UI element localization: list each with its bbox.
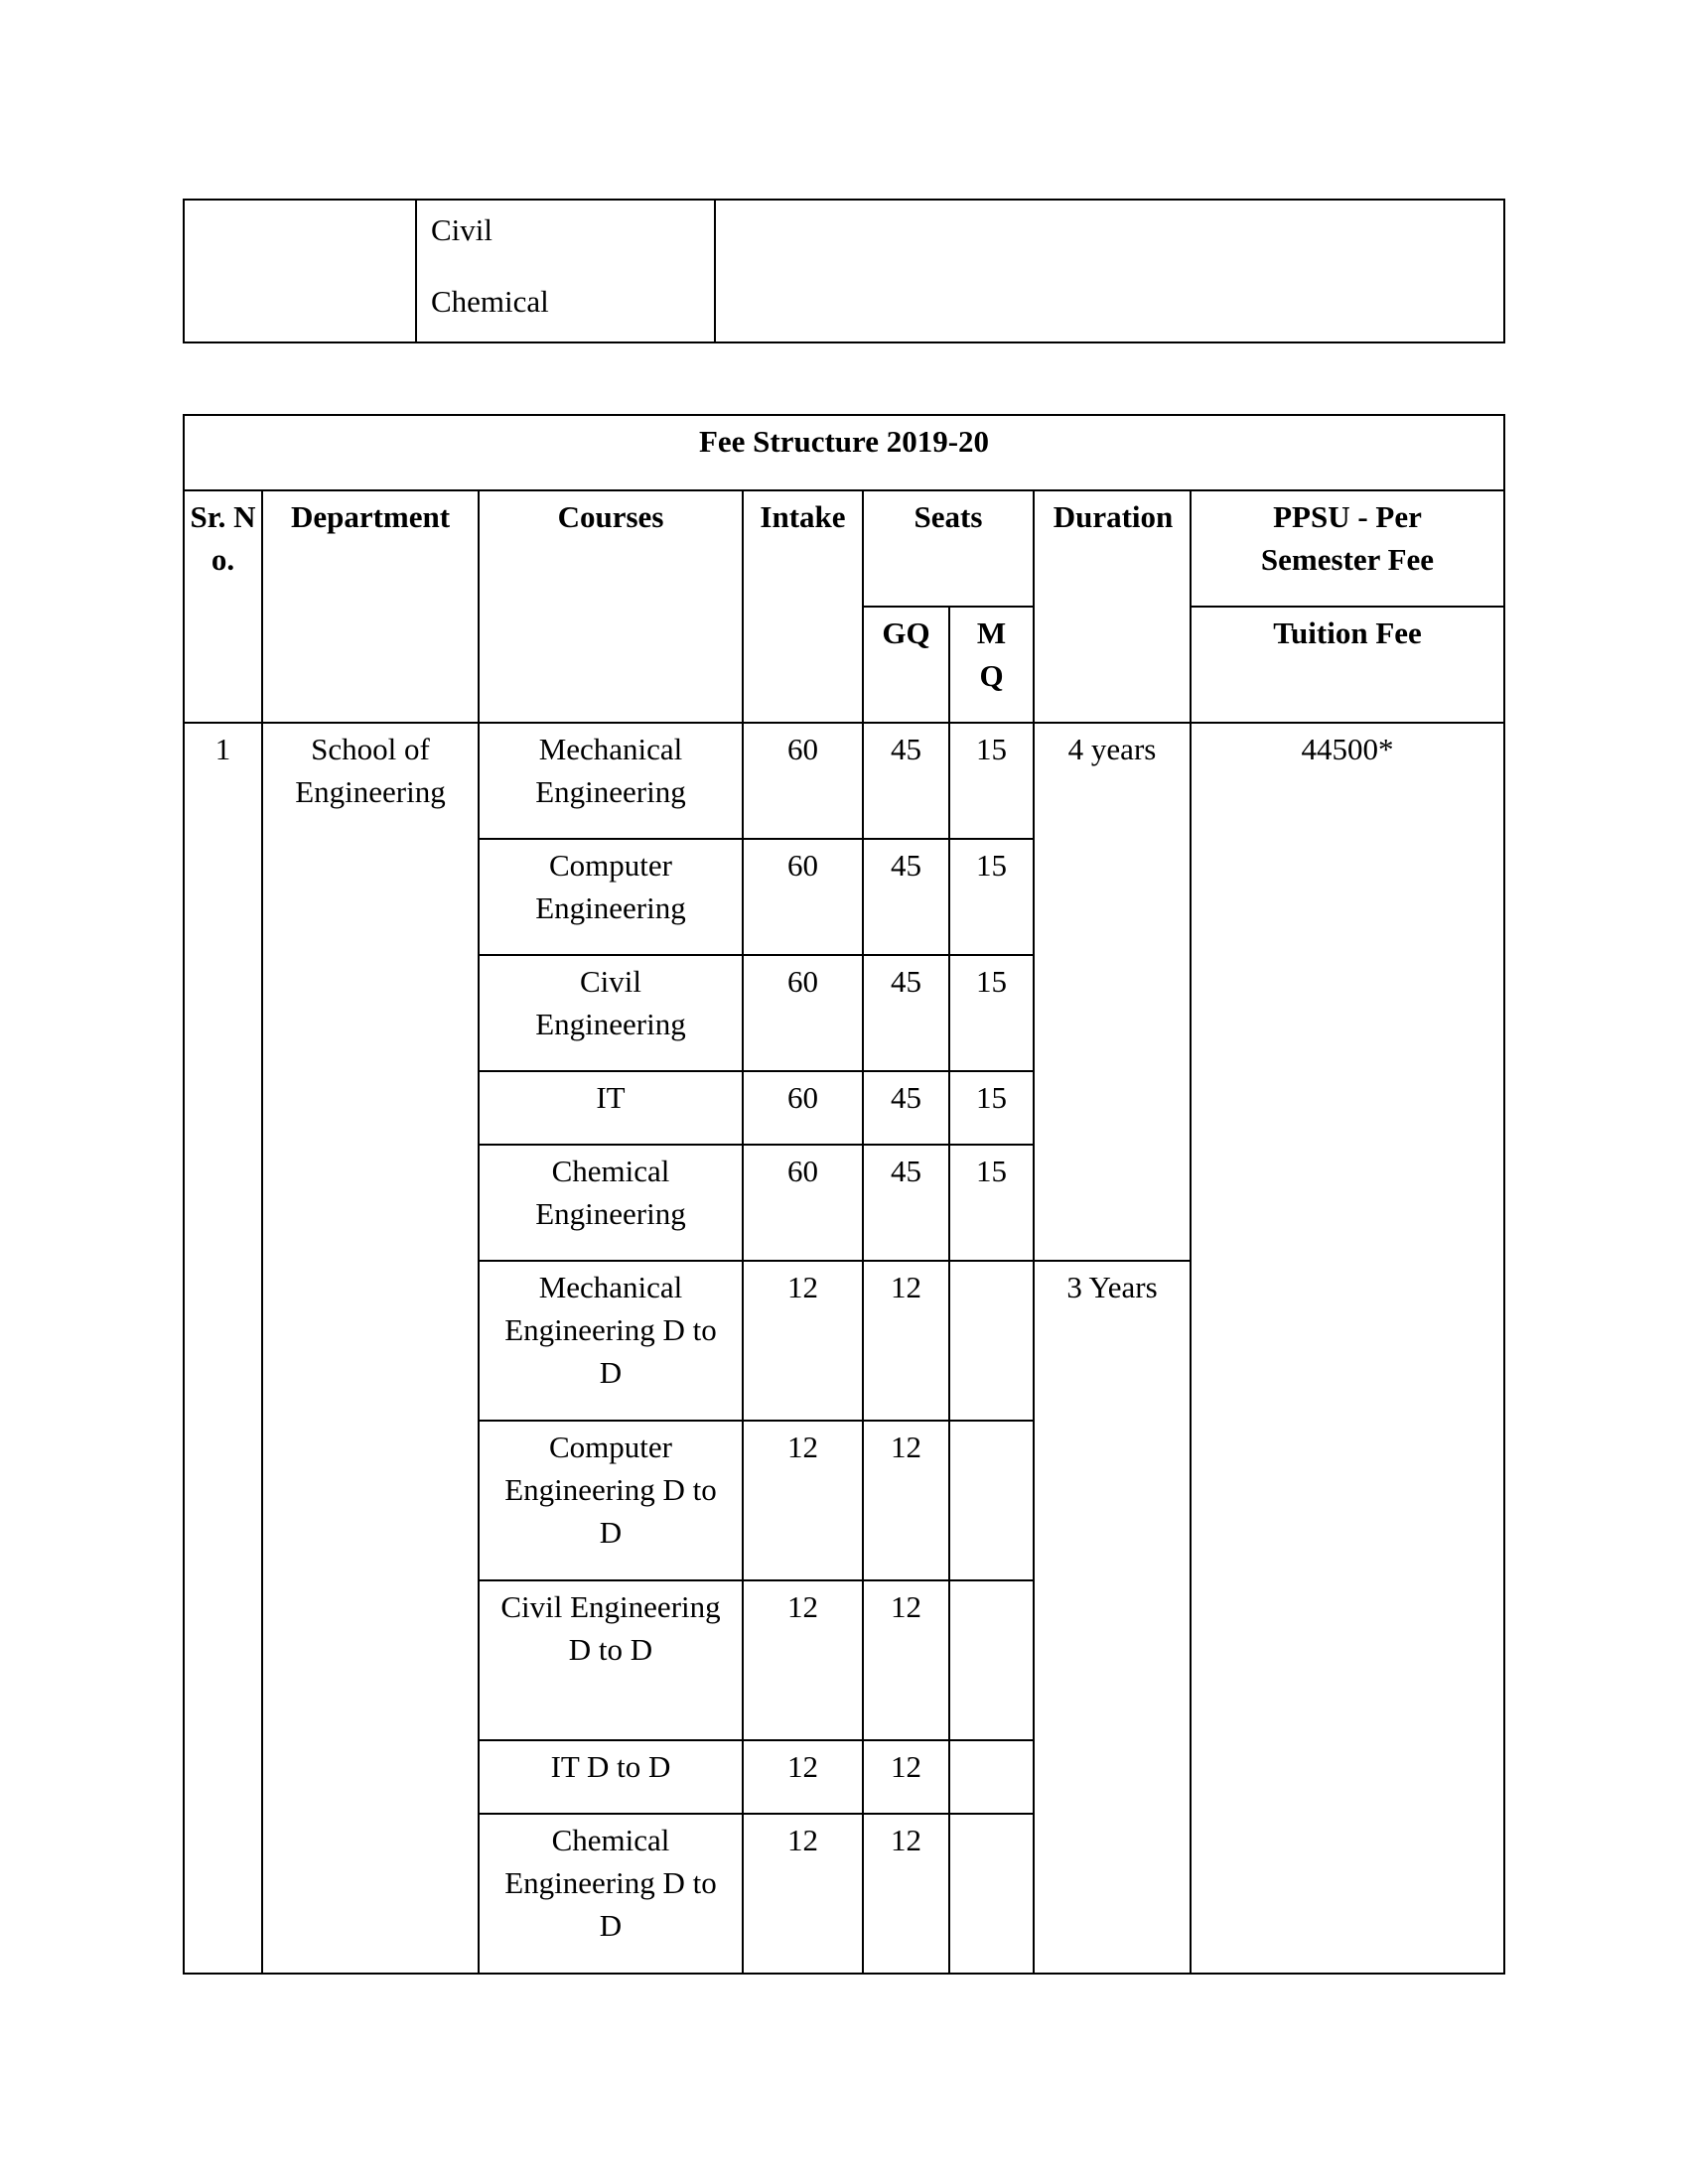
table-title: Fee Structure 2019-20	[184, 415, 1504, 490]
header-sr-no: Sr. No.	[184, 490, 262, 723]
title-row	[184, 415, 1504, 490]
continued-table	[183, 199, 1505, 343]
gq-cell: 45	[863, 1145, 949, 1261]
mq-cell	[949, 1261, 1034, 1421]
intake-cell: 60	[743, 723, 863, 839]
header-seats: Seats	[863, 490, 1034, 607]
gq-cell: 12	[863, 1814, 949, 1974]
course-cell: Civil Engineering	[479, 955, 743, 1071]
intake-cell: 60	[743, 1145, 863, 1261]
course-cell: Computer Engineering D to D	[479, 1421, 743, 1580]
header-tuition-fee: Tuition Fee	[1191, 607, 1504, 723]
gq-cell: 45	[863, 839, 949, 955]
course-cell: Mechanical Engineering D to D	[479, 1261, 743, 1421]
mq-cell: 15	[949, 1145, 1034, 1261]
gq-cell: 12	[863, 1740, 949, 1814]
gq-cell: 12	[863, 1580, 949, 1740]
mq-cell	[949, 1580, 1034, 1740]
header-courses: Courses	[479, 490, 743, 723]
intake-cell: 60	[743, 955, 863, 1071]
empty-cell	[184, 200, 416, 342]
course-cell: Chemical Engineering	[479, 1145, 743, 1261]
header-duration: Duration	[1034, 490, 1191, 723]
gq-cell: 12	[863, 1421, 949, 1580]
header-mq: MQ	[949, 607, 1034, 723]
intake-cell: 12	[743, 1580, 863, 1740]
intake-cell: 12	[743, 1421, 863, 1580]
course-cell: IT D to D	[479, 1740, 743, 1814]
intake-cell: 60	[743, 1071, 863, 1145]
branch-list-cell	[416, 200, 715, 342]
intake-cell: 12	[743, 1814, 863, 1974]
table-row	[184, 200, 1504, 342]
duration-cell: 3 Years	[1034, 1261, 1191, 1974]
department-cell: School of Engineering	[262, 723, 479, 1974]
mq-cell	[949, 1421, 1034, 1580]
fee-structure-table	[183, 414, 1505, 1975]
mq-cell: 15	[949, 1071, 1034, 1145]
mq-cell: 15	[949, 723, 1034, 839]
intake-cell: 60	[743, 839, 863, 955]
gq-cell: 45	[863, 1071, 949, 1145]
course-cell: Computer Engineering	[479, 839, 743, 955]
header-gq: GQ	[863, 607, 949, 723]
mq-cell	[949, 1814, 1034, 1974]
header-row	[184, 490, 1504, 607]
header-department: Department	[262, 490, 479, 723]
gq-cell: 45	[863, 723, 949, 839]
intake-cell: 12	[743, 1261, 863, 1421]
tuition-fee-cell: 44500*	[1191, 723, 1504, 1974]
gq-cell: 12	[863, 1261, 949, 1421]
gq-cell: 45	[863, 955, 949, 1071]
mq-cell	[949, 1740, 1034, 1814]
table-row	[184, 723, 1504, 839]
course-cell: IT	[479, 1071, 743, 1145]
sr-no-cell: 1	[184, 723, 262, 1974]
empty-cell	[715, 200, 1504, 342]
branch-chemical: Chemical	[431, 284, 549, 319]
course-cell: Chemical Engineering D to D	[479, 1814, 743, 1974]
header-fee-group: PPSU - Per Semester Fee	[1191, 490, 1504, 607]
course-cell: Civil Engineering D to D	[479, 1580, 743, 1740]
mq-cell: 15	[949, 955, 1034, 1071]
mq-cell: 15	[949, 839, 1034, 955]
header-intake: Intake	[743, 490, 863, 723]
course-cell: Mechanical Engineering	[479, 723, 743, 839]
duration-cell: 4 years	[1034, 723, 1191, 1261]
intake-cell: 12	[743, 1740, 863, 1814]
branch-civil: Civil	[431, 212, 493, 247]
